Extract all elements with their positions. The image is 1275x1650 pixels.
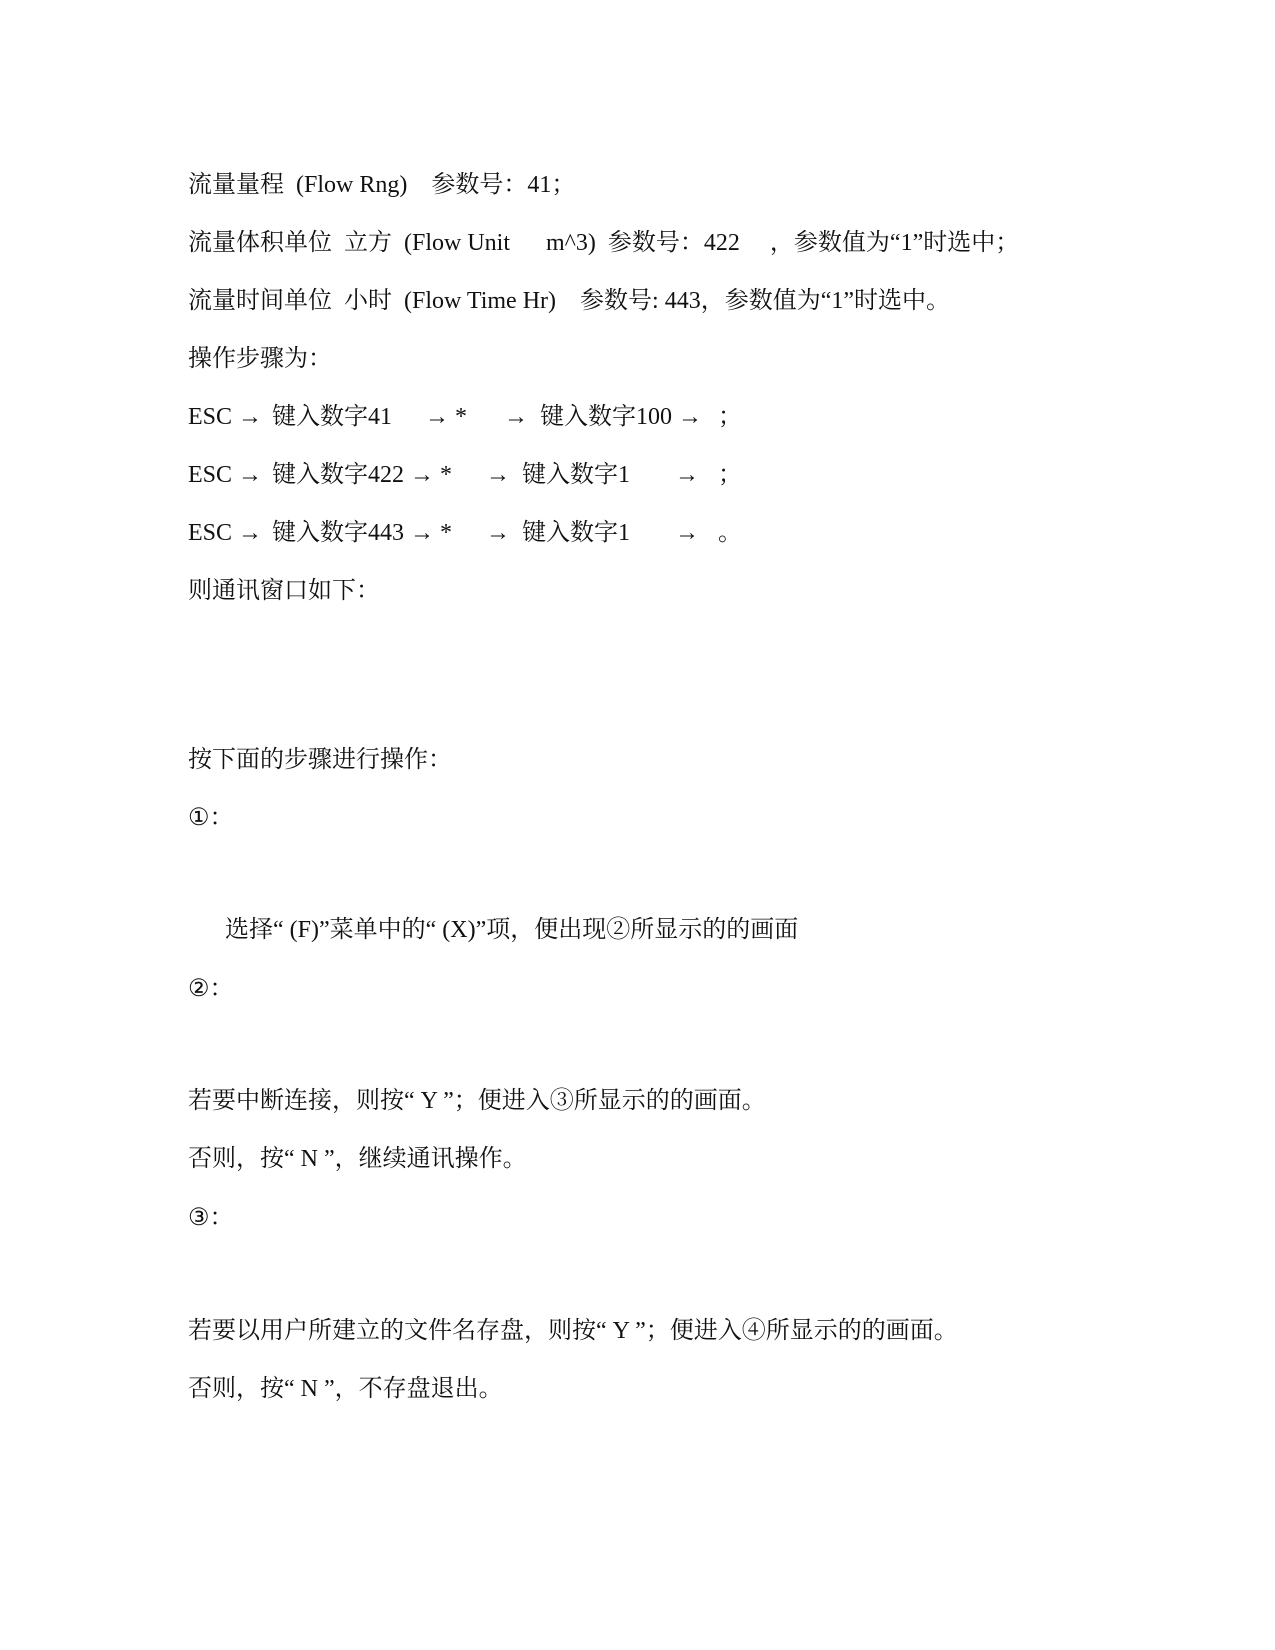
procedure-heading: 按下面的步骤进行操作： — [188, 747, 452, 773]
step-row-3 — [188, 518, 888, 548]
step-2-label: ②： — [188, 976, 234, 1002]
step-key: 键入数字422 → * — [272, 462, 452, 488]
step-arrow-2: → — [675, 462, 699, 488]
step-3-yes: 若要以用户所建立的文件名存盘，则按“ Y ”；便进入④所显示的的画面。 — [188, 1318, 958, 1344]
step-value: 键入数字100 → — [540, 404, 702, 430]
step-value: 键入数字1 — [522, 520, 630, 546]
step-2-no: 否则，按“ N ”，继续通讯操作。 — [188, 1146, 527, 1172]
step-1-text: 选择“ (F)”菜单中的“ (X)”项，便出现②所显示的的画面 — [225, 917, 799, 943]
step-end: ； — [718, 462, 742, 488]
steps-heading: 操作步骤为： — [188, 346, 332, 372]
comm-window-text: 则通讯窗口如下： — [188, 578, 380, 604]
step-row-2 — [188, 460, 888, 490]
step-star: → * — [425, 404, 467, 430]
param-flow-time: 流量时间单位 小时 (Flow Time Hr) 参数号: 443，参数值为“1”时选中。 — [188, 288, 950, 314]
step-arrow: → — [486, 462, 510, 488]
step-key: 键入数字443 → * — [272, 520, 452, 546]
step-row-1 — [188, 402, 888, 432]
step-key: 键入数字41 — [272, 404, 392, 430]
step-3-no: 否则，按“ N ”，不存盘退出。 — [188, 1376, 503, 1402]
step-end: ； — [718, 404, 742, 430]
step-arrow-2: → — [675, 520, 699, 546]
step-esc: ESC → — [188, 520, 263, 546]
step-esc: ESC → — [188, 404, 263, 430]
param-flow-unit: 流量体积单位 立方 (Flow Unit m^3) 参数号：422 ，参数值为“1”时选中； — [188, 230, 1020, 256]
step-1-label: ①： — [188, 805, 234, 831]
step-end: 。 — [718, 520, 742, 546]
step-2-yes: 若要中断连接，则按“ Y ”；便进入③所显示的的画面。 — [188, 1088, 766, 1114]
step-arrow: → — [504, 404, 528, 430]
step-value: 键入数字1 — [522, 462, 630, 488]
param-flow-range: 流量量程 (Flow Rng) 参数号：41； — [188, 172, 576, 198]
step-3-label: ③： — [188, 1205, 234, 1231]
step-arrow: → — [486, 520, 510, 546]
step-esc: ESC → — [188, 462, 263, 488]
